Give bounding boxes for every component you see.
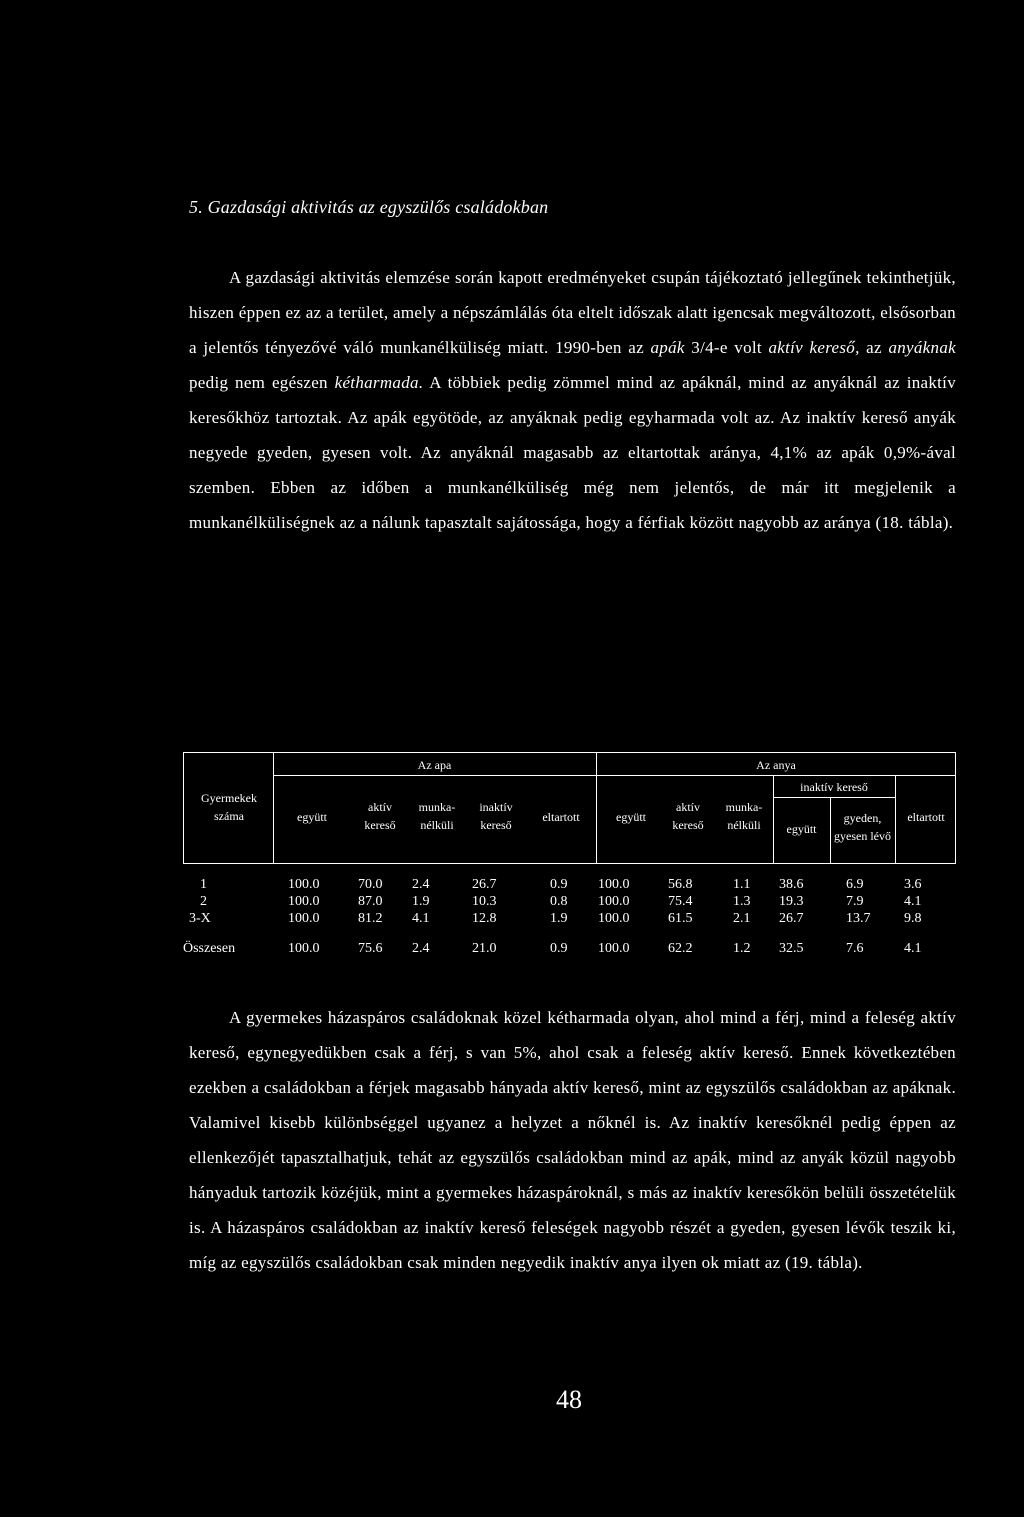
table-row (183, 877, 956, 894)
table-cell: 19.3 (779, 894, 804, 909)
page-number: 48 (556, 1385, 582, 1414)
paragraph-text: A gyermekes házaspáros családoknak közel kétharmada olyan, ahol mind a férj, mind a feleség aktív kereső, egynegyedükben csak a férj, s van 5%, ahol csak a feleség aktív kereső. Ennek következtében ezekben a családokban a férjek magasabb hányada aktív kereső, mint az egyszülős családokban az apáknak. Valamivel kisebb különbséggel ugyanez a helyzet a nőknél is. Az inaktív keresőknél pedig éppen az ellenkezőjét tapasztalhatjuk, tehát az egyszülős családokban mind az apák, mind az anyák közül nagyobb hányaduk tartozik közéjük, mint a gyermekes házaspároknál, s más az inaktív keresőkön belüli összetételük is. A házaspáros családokban az inaktív kereső feleségek nagyobb részét a gyeden, gyesen lévők teszik ki, míg az egyszülős családokban csak minden negyedik inaktív anya ilyen ok miatt az (19. tábla). (189, 1008, 956, 1272)
emphasis-mothers: anyáknak (888, 338, 956, 357)
table-cell: 10.3 (472, 894, 497, 909)
table-cell: 100.0 (288, 877, 320, 892)
table-cell: 9.8 (904, 911, 922, 926)
table-body (183, 877, 956, 958)
table-cell: 21.0 (472, 941, 497, 956)
table-cell: 100.0 (598, 877, 630, 892)
table-cell: 100.0 (288, 911, 320, 926)
header-father-active: aktív kereső (364, 800, 396, 832)
row-label: 2 (200, 894, 207, 909)
table-cell: 1.9 (550, 911, 568, 926)
table-cell: 2.4 (412, 877, 430, 892)
table-cell: 6.9 (846, 877, 864, 892)
table-cell: 2.4 (412, 941, 430, 956)
table-cell: 81.2 (358, 911, 383, 926)
table-row (183, 894, 956, 911)
table-cell: 1.2 (733, 941, 751, 956)
table-row (183, 911, 956, 928)
header-children-count: Gyermekek száma (201, 791, 257, 823)
emphasis-two-thirds: kétharmada. (334, 373, 424, 392)
header-mother-dependent: eltartott (907, 810, 945, 824)
header-inactive-total: együtt (786, 822, 817, 836)
table-row-total (183, 941, 956, 958)
emphasis-active-earner: aktív kereső, (768, 338, 860, 357)
row-label: 1 (200, 877, 207, 892)
table-cell: 100.0 (598, 941, 630, 956)
paragraph-text: A többiek pedig zömmel mind az apáknál, mind az anyáknál az inaktív keresőkhöz tartoztak. Az apák egyötöde, az anyáknak pedig egyharmada volt az. Az inaktív kereső anyák negyede gyeden, gyesen volt. Az anyáknál magasabb az eltartottak aránya, 4,1% az apák 0,9%-ával szemben. Ebben az időben a munkanélküliség még nem jelentős, de már itt megjelenik a munkanélküliségnek az a nálunk tapasztalt sajátossága, hogy a férfiak között nagyobb az aránya (18. tábla). (189, 373, 957, 532)
table-cell: 61.5 (668, 911, 693, 926)
table-cell: 56.8 (668, 877, 693, 892)
header-mother-unemployed: munka- nélküli (725, 800, 763, 832)
table-cell: 2.1 (733, 911, 751, 926)
table-divider (773, 797, 895, 798)
header-mother-group: Az anya (756, 758, 796, 772)
header-father-inactive: inaktív kereső (479, 800, 513, 832)
header-mother-total: együtt (616, 810, 646, 824)
table-cell: 7.9 (846, 894, 864, 909)
header-mother-active: aktív kereső (672, 800, 704, 832)
table-cell: 38.6 (779, 877, 804, 892)
table-cell: 70.0 (358, 877, 383, 892)
paragraph-comparison (189, 1000, 956, 1280)
table-cell: 87.0 (358, 894, 383, 909)
table-cell: 1.1 (733, 877, 751, 892)
header-father-unemployed: munka- nélküli (418, 800, 456, 832)
header-inactive-childcare: gyeden, gyesen lévő (834, 811, 891, 843)
table-cell: 62.2 (668, 941, 693, 956)
table-cell: 4.1 (904, 894, 922, 909)
paragraph-text: az (859, 338, 889, 357)
emphasis-fathers: apák (650, 338, 685, 357)
table-cell: 3.6 (904, 877, 922, 892)
paragraph-text: 3/4-e volt (684, 338, 769, 357)
table-cell: 1.9 (412, 894, 430, 909)
header-father-group: Az apa (417, 758, 452, 772)
row-label: 3-X (189, 911, 211, 926)
table-cell: 7.6 (846, 941, 864, 956)
table-cell: 12.8 (472, 911, 497, 926)
table-header (183, 752, 956, 864)
table-cell: 4.1 (412, 911, 430, 926)
section-heading: 5. Gazdasági aktivitás az egyszülős családokban (189, 197, 549, 217)
table-cell: 26.7 (472, 877, 497, 892)
table-cell: 1.3 (733, 894, 751, 909)
paragraph-intro (189, 260, 956, 540)
table-cell: 100.0 (598, 894, 630, 909)
table-cell: 100.0 (288, 941, 320, 956)
paragraph-text: A gazdasági aktivitás elemzése során kapott eredményeket csupán tájékoztató jellegűnek tekinthetjük, hiszen éppen ez az a terület, amely a népszámlálás óta eltelt időszak alatt igencsak megváltozott, elsősorban a jelentős tényezővé váló munkanélküliség miatt. 1990-ben az (189, 268, 956, 357)
table-cell: 13.7 (846, 911, 871, 926)
table-cell: 32.5 (779, 941, 804, 956)
table-cell: 4.1 (904, 941, 922, 956)
table-cell: 0.9 (550, 941, 568, 956)
table-cell: 26.7 (779, 911, 804, 926)
table-divider (273, 775, 955, 776)
table-cell: 100.0 (598, 911, 630, 926)
row-label: Összesen (183, 941, 236, 956)
table-cell: 75.6 (358, 941, 383, 956)
table-cell: 75.4 (668, 894, 693, 909)
paragraph-text: pedig nem egészen (189, 373, 335, 392)
table-cell: 100.0 (288, 894, 320, 909)
table-cell: 0.8 (550, 894, 568, 909)
header-father-total: együtt (297, 810, 327, 824)
header-father-dependent: eltartott (542, 810, 580, 824)
header-inactive-group: inaktív kereső (800, 780, 868, 794)
table-cell: 0.9 (550, 877, 568, 892)
